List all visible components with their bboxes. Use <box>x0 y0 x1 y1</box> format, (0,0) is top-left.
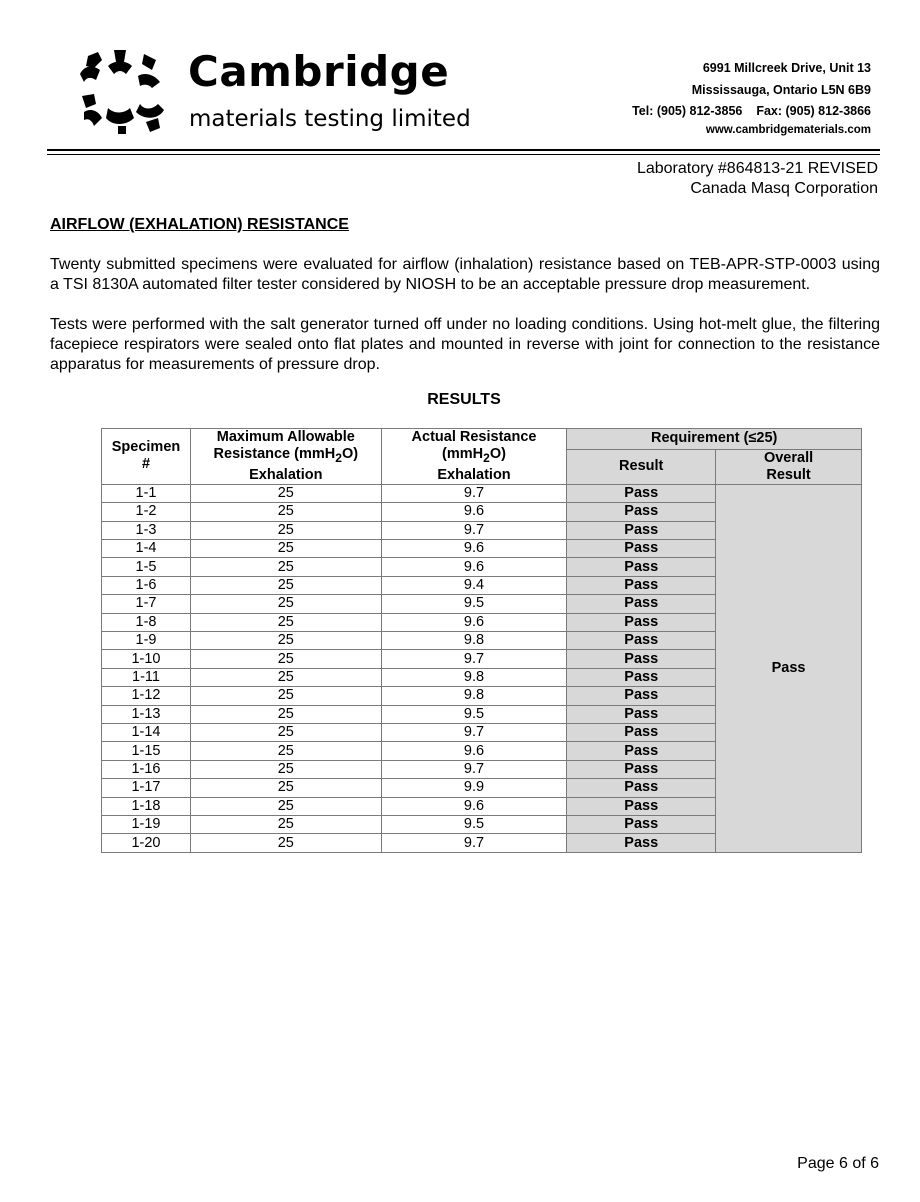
result-cell: Pass <box>567 521 716 539</box>
result-cell: Pass <box>567 484 716 502</box>
actual-line-1: Actual Resistance <box>411 429 537 445</box>
max-allowable-cell: 25 <box>190 797 381 815</box>
max-allowable-unit-a: Resistance (mmH <box>213 446 336 462</box>
actual-resistance-cell: 9.6 <box>381 797 567 815</box>
max-allowable-cell: 25 <box>190 613 381 631</box>
max-allowable-cell: 25 <box>190 705 381 723</box>
table-header-row <box>102 429 862 450</box>
actual-resistance-cell: 9.4 <box>381 576 567 594</box>
result-cell: Pass <box>567 760 716 778</box>
result-cell: Pass <box>567 540 716 558</box>
actual-unit-sub: 2 <box>483 450 490 465</box>
results-table <box>101 428 862 853</box>
actual-line-2 <box>382 446 567 467</box>
section-heading: AIRFLOW (EXHALATION) RESISTANCE <box>50 216 349 233</box>
specimen-cell: 1-12 <box>102 687 191 705</box>
actual-resistance-cell: 9.7 <box>381 650 567 668</box>
intro-paragraph: Twenty submitted specimens were evaluated for airflow (inhalation) resistance based on TEB-APR-STP-0003 using a TSI 8130A automated filter tester considered by NIOSH to be an acceptable pressure drop measurement. <box>50 256 880 293</box>
specimen-cell: 1-16 <box>102 760 191 778</box>
header-rule-thick <box>47 149 880 151</box>
col-header-actual-resistance <box>381 429 567 485</box>
max-allowable-line-1: Maximum Allowable <box>216 429 355 445</box>
max-allowable-cell: 25 <box>190 558 381 576</box>
specimen-cell: 1-2 <box>102 503 191 521</box>
address-line-2: Mississauga, Ontario L5N 6B9 <box>691 82 871 97</box>
actual-resistance-cell: 9.7 <box>381 484 567 502</box>
logo-mark-icon <box>78 48 168 134</box>
col-header-specimen: Specimen # <box>102 429 191 485</box>
specimen-cell: 1-15 <box>102 742 191 760</box>
actual-resistance-cell: 9.5 <box>381 815 567 833</box>
result-cell: Pass <box>567 797 716 815</box>
result-cell: Pass <box>567 742 716 760</box>
result-cell: Pass <box>567 834 716 852</box>
result-cell: Pass <box>567 503 716 521</box>
actual-resistance-cell: 9.7 <box>381 760 567 778</box>
specimen-cell: 1-14 <box>102 723 191 741</box>
result-cell: Pass <box>567 595 716 613</box>
actual-resistance-cell: 9.6 <box>381 613 567 631</box>
actual-resistance-cell: 9.6 <box>381 503 567 521</box>
specimen-cell: 1-7 <box>102 595 191 613</box>
specimen-cell: 1-9 <box>102 632 191 650</box>
actual-unit-a: (mmH <box>442 446 484 462</box>
actual-resistance-cell: 9.6 <box>381 742 567 760</box>
actual-resistance-cell: 9.8 <box>381 632 567 650</box>
actual-line-3: Exhalation <box>437 466 511 483</box>
specimen-cell: 1-10 <box>102 650 191 668</box>
website: www.cambridgematerials.com <box>705 123 871 136</box>
actual-resistance-cell: 9.8 <box>381 687 567 705</box>
max-allowable-cell: 25 <box>190 540 381 558</box>
max-allowable-cell: 25 <box>190 632 381 650</box>
method-paragraph: Tests were performed with the salt generator turned off under no loading conditions. Using hot-melt glue, the filtering facepiece respirators were sealed onto flat plates and mounted in reverse with joint for connection to the resistance apparatus for measurements of pressure drop. <box>50 316 880 373</box>
col-header-overall-result: Overall Result <box>716 449 862 484</box>
max-allowable-cell: 25 <box>190 521 381 539</box>
max-allowable-line-2 <box>191 446 381 467</box>
client-name: Canada Masq Corporation <box>690 180 878 197</box>
phone-fax-line <box>632 101 871 123</box>
actual-resistance-cell: 9.5 <box>381 595 567 613</box>
result-cell: Pass <box>567 779 716 797</box>
results-title: RESULTS <box>427 391 501 408</box>
col-header-requirement: Requirement (≤25) <box>567 429 862 450</box>
max-allowable-cell: 25 <box>190 742 381 760</box>
result-cell: Pass <box>567 705 716 723</box>
company-logo <box>78 48 168 134</box>
results-table-body <box>102 484 862 852</box>
max-allowable-cell: 25 <box>190 650 381 668</box>
max-allowable-cell: 25 <box>190 815 381 833</box>
page-number: Page 6 of 6 <box>797 1155 879 1172</box>
max-allowable-cell: 25 <box>190 484 381 502</box>
specimen-cell: 1-4 <box>102 540 191 558</box>
company-tagline: materials testing limited <box>189 106 471 132</box>
result-cell: Pass <box>567 815 716 833</box>
actual-unit-b: O) <box>489 446 506 462</box>
result-cell: Pass <box>567 576 716 594</box>
max-allowable-line-3: Exhalation <box>249 466 323 483</box>
max-allowable-unit-b: O) <box>341 446 359 462</box>
result-cell: Pass <box>567 558 716 576</box>
specimen-cell: 1-1 <box>102 484 191 502</box>
actual-resistance-cell: 9.6 <box>381 558 567 576</box>
actual-resistance-cell: 9.8 <box>381 668 567 686</box>
result-cell: Pass <box>567 668 716 686</box>
actual-resistance-cell: 9.5 <box>381 705 567 723</box>
fax: Fax: (905) 812-3866 <box>756 104 871 118</box>
max-allowable-cell: 25 <box>190 503 381 521</box>
specimen-cell: 1-17 <box>102 779 191 797</box>
max-allowable-cell: 25 <box>190 723 381 741</box>
max-allowable-cell: 25 <box>190 595 381 613</box>
overall-result-cell: Pass <box>716 484 862 852</box>
telephone: Tel: (905) 812-3856 <box>632 104 743 118</box>
table-row <box>102 484 862 502</box>
specimen-cell: 1-8 <box>102 613 191 631</box>
col-header-max-allowable <box>190 429 381 485</box>
contact-block <box>632 58 871 137</box>
company-name: Cambridge <box>188 47 450 96</box>
max-allowable-unit-sub: 2 <box>335 450 342 465</box>
specimen-cell: 1-6 <box>102 576 191 594</box>
col-header-result: Result <box>567 449 716 484</box>
header-rule-thin <box>47 154 880 155</box>
specimen-cell: 1-19 <box>102 815 191 833</box>
max-allowable-cell: 25 <box>190 760 381 778</box>
specimen-cell: 1-3 <box>102 521 191 539</box>
max-allowable-cell: 25 <box>190 779 381 797</box>
lab-info <box>637 159 878 199</box>
actual-resistance-cell: 9.6 <box>381 540 567 558</box>
actual-resistance-cell: 9.7 <box>381 723 567 741</box>
max-allowable-cell: 25 <box>190 576 381 594</box>
actual-resistance-cell: 9.9 <box>381 779 567 797</box>
result-cell: Pass <box>567 650 716 668</box>
max-allowable-cell: 25 <box>190 687 381 705</box>
lab-number: Laboratory #864813-21 REVISED <box>636 160 878 177</box>
actual-resistance-cell: 9.7 <box>381 834 567 852</box>
max-allowable-cell: 25 <box>190 834 381 852</box>
result-cell: Pass <box>567 687 716 705</box>
specimen-cell: 1-18 <box>102 797 191 815</box>
specimen-cell: 1-20 <box>102 834 191 852</box>
max-allowable-cell: 25 <box>190 668 381 686</box>
specimen-cell: 1-13 <box>102 705 191 723</box>
actual-resistance-cell: 9.7 <box>381 521 567 539</box>
result-cell: Pass <box>567 632 716 650</box>
specimen-cell: 1-5 <box>102 558 191 576</box>
result-cell: Pass <box>567 723 716 741</box>
specimen-cell: 1-11 <box>102 668 191 686</box>
address-line-1: 6991 Millcreek Drive, Unit 13 <box>702 61 871 75</box>
result-cell: Pass <box>567 613 716 631</box>
